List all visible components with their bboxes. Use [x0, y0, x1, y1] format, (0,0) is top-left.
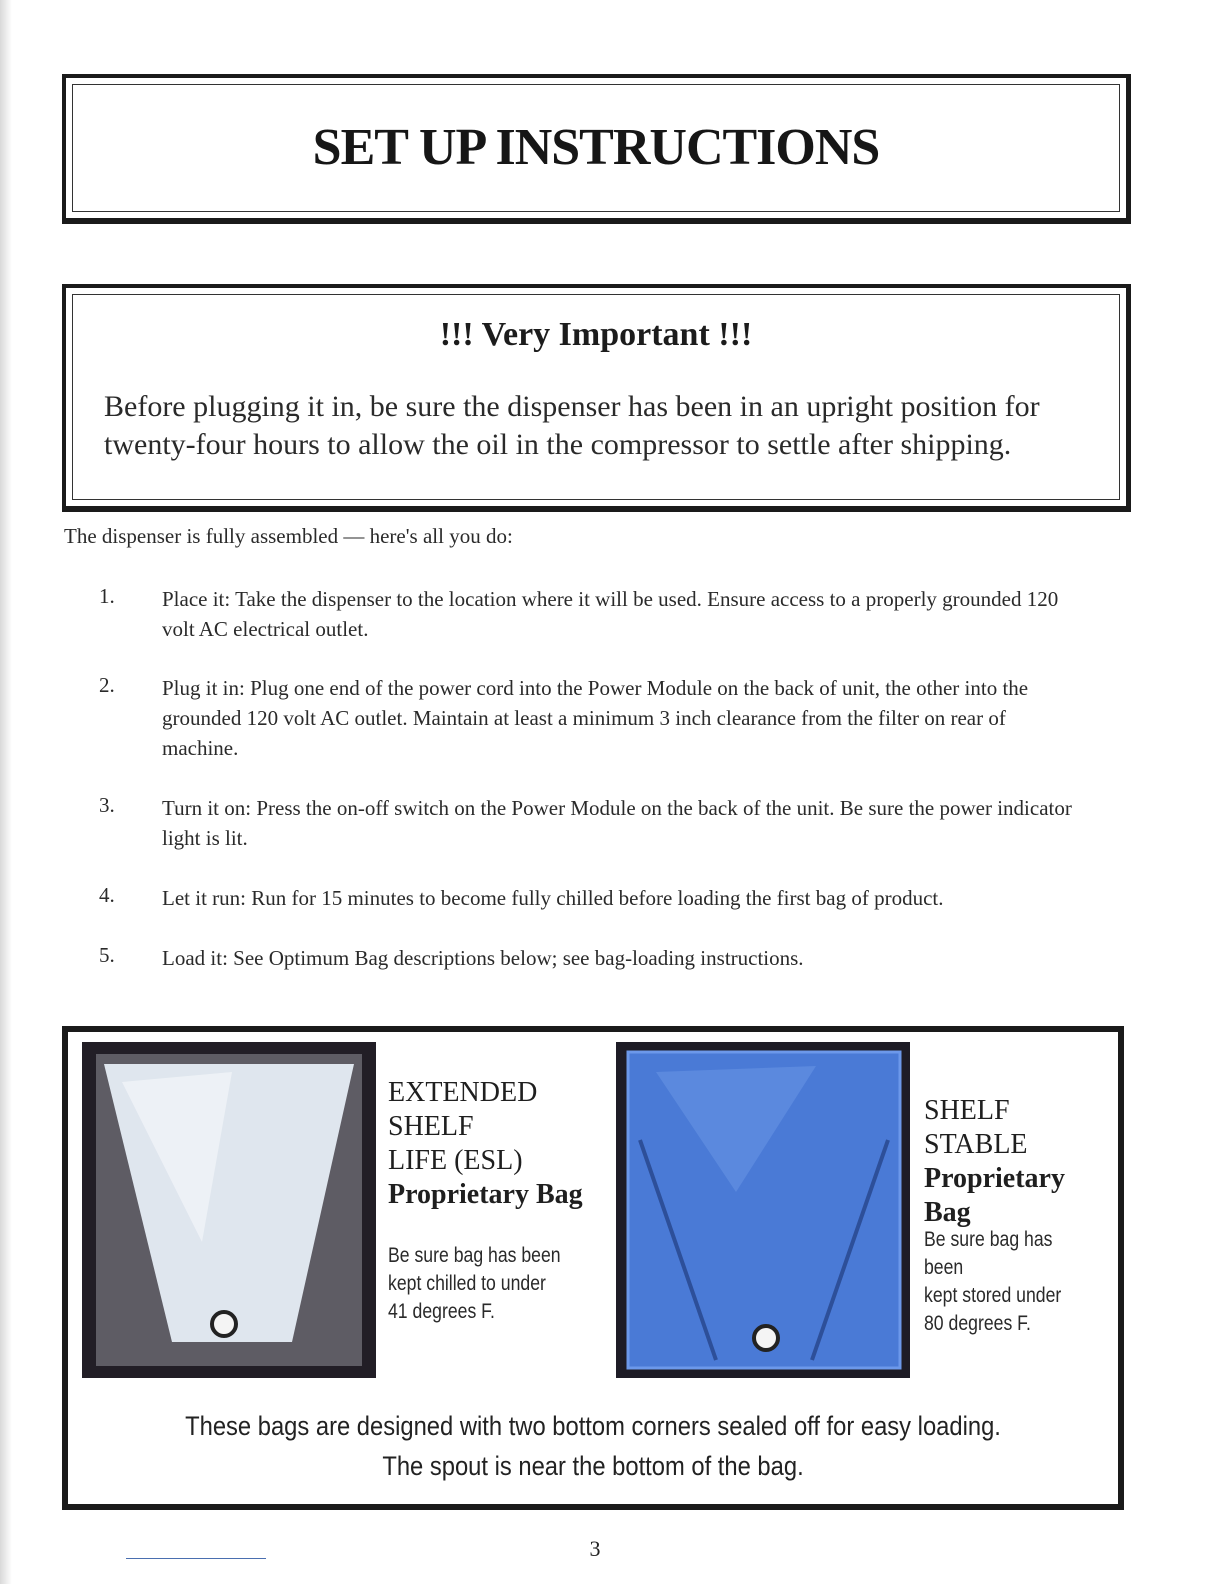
step-number: 5.: [99, 943, 115, 967]
title-box: [62, 74, 1131, 224]
step-number: 1.: [99, 584, 115, 608]
step-number: 4.: [99, 883, 115, 907]
bag-caption: These bags are designed with two bottom corners sealed off for easy loading. The spout is near the bottom of the bag.: [185, 1411, 1001, 1481]
important-notice-box: [62, 284, 1131, 512]
intro-text: The dispenser is fully assembled — here's all you do:: [64, 524, 513, 548]
page-title: SET UP INSTRUCTIONS: [312, 119, 880, 176]
step-text: Turn it on: Press the on-off switch on the Power Module on the back of the unit. Be sure the power indicator light is lit.: [162, 796, 1072, 850]
page-edge-shadow: [0, 0, 12, 1584]
step-text: Load it: See Optimum Bag descriptions below; see bag-loading instructions.: [162, 946, 804, 970]
footer-rule: [126, 1558, 266, 1559]
shelf-stable-bag-note: Be sure bag has been kept stored under 80 degrees F.: [924, 1228, 1062, 1335]
shelf-stable-bag-photo: [616, 1042, 910, 1378]
esl-bag-title: EXTENDED SHELF LIFE (ESL) Proprietary Bag: [388, 1077, 583, 1210]
esl-bag-note: Be sure bag has been kept chilled to under 41 degrees F.: [388, 1244, 561, 1323]
step-text: Let it run: Run for 15 minutes to become fully chilled before loading the first bag of product.: [162, 886, 944, 910]
shelf-stable-bag-title: SHELF STABLE Proprietary Bag: [924, 1095, 1065, 1228]
step-text: Place it: Take the dispenser to the location where it will be used. Ensure access to a properly grounded 120 volt AC electrical outlet.: [162, 587, 1059, 641]
step-number: 2.: [99, 673, 115, 697]
bag-info-box: [62, 1026, 1124, 1510]
esl-bag-photo: [82, 1042, 376, 1378]
step-number: 3.: [99, 793, 115, 817]
important-heading: !!! Very Important !!!: [439, 316, 753, 353]
page-number: 3: [589, 1536, 601, 1561]
step-text: Plug it in: Plug one end of the power cord into the Power Module on the back of unit, the other into the grounded 120 volt AC outlet. Maintain at least a minimum 3 inch clearance from the filter on rear of machine.: [162, 676, 1029, 760]
important-body: Before plugging it in, be sure the dispenser has been in an upright position for twenty-four hours to allow the oil in the compressor to settle after shipping.: [104, 390, 1040, 461]
